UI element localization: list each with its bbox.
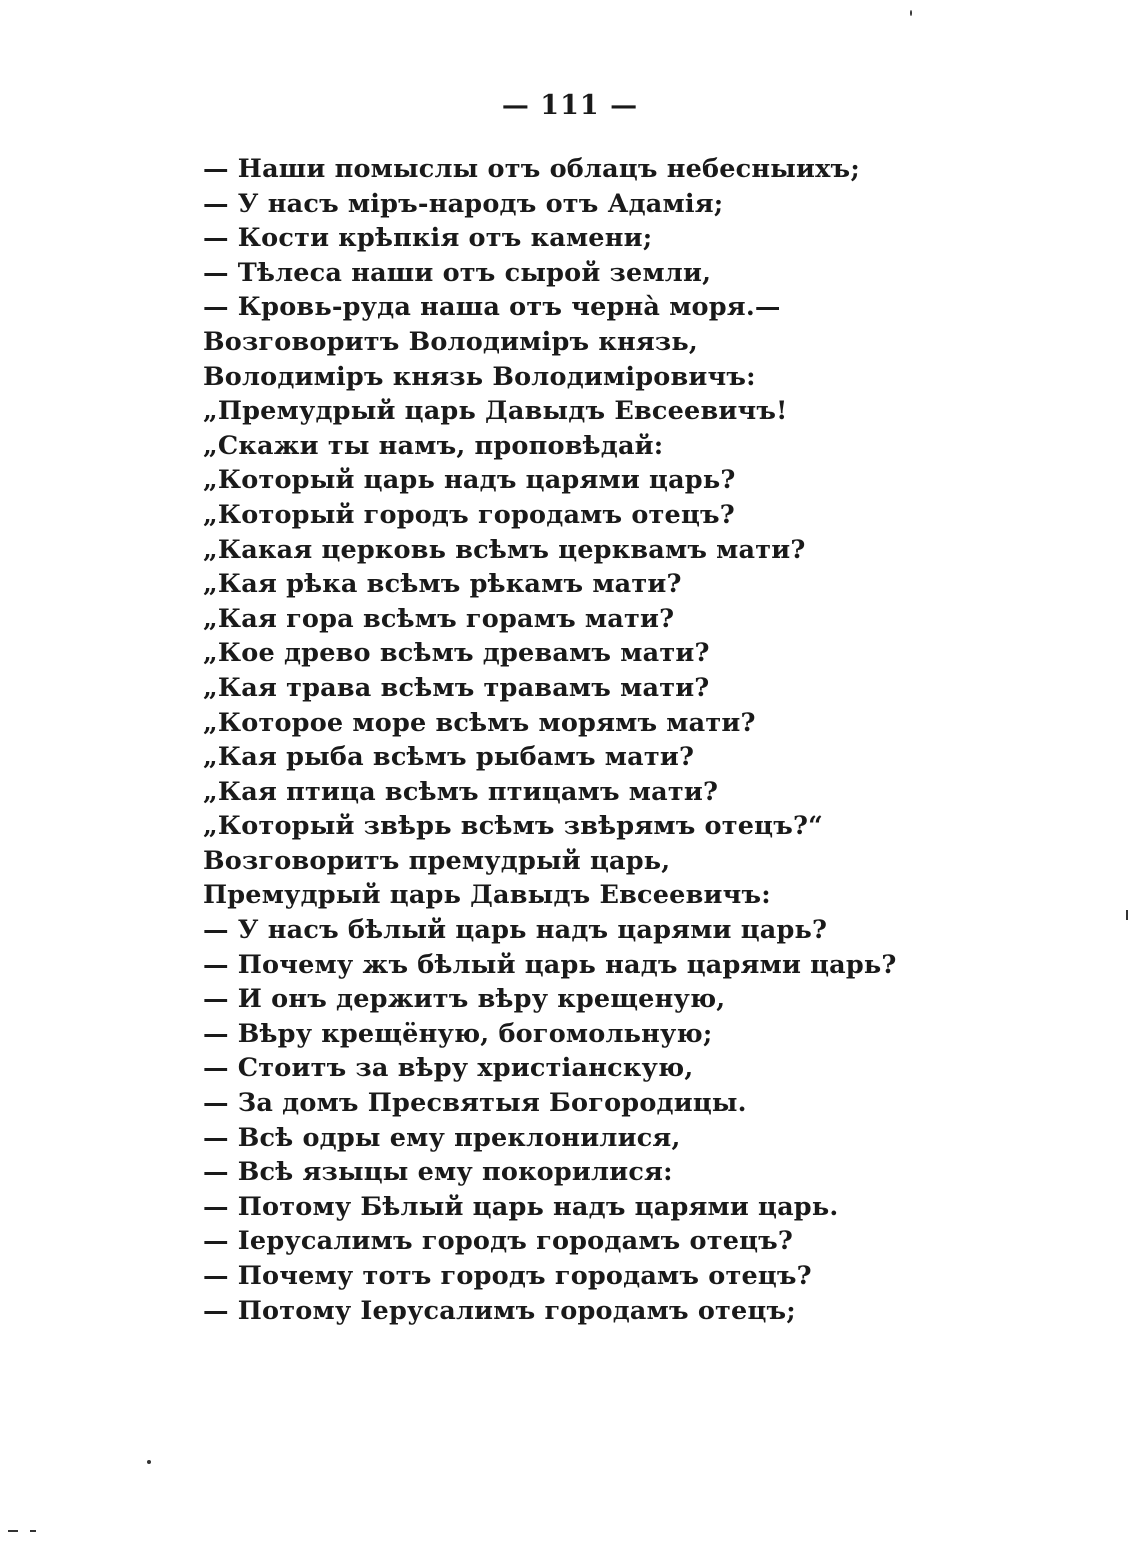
verse-line: „Которое море всѣмъ морямъ мати?	[203, 707, 756, 738]
verse-line: „Кая рыба всѣмъ рыбамъ мати?	[203, 742, 695, 773]
verse-line: „Кая трава всѣмъ травамъ мати?	[203, 672, 710, 703]
verse-line: — Потому Іерусалимъ городамъ отецъ;	[203, 1295, 796, 1326]
scan-speck	[30, 1530, 36, 1532]
verse-line: — Всѣ языцы ему покорилися:	[203, 1157, 673, 1188]
verse-line: — Всѣ одры ему преклонилися,	[203, 1122, 681, 1153]
verse-line: „Который городъ городамъ отецъ?	[203, 499, 735, 530]
verse-line: — Тѣлеса наши отъ сырой земли,	[203, 257, 712, 288]
scan-speck	[147, 1460, 151, 1464]
verse-line: „Премудрый царь Давыдъ Евсеевичъ!	[203, 396, 788, 427]
verse-line: — За домъ Пресвятыя Богородицы.	[203, 1088, 747, 1119]
verse-text	[203, 152, 897, 1328]
verse-line: — И онъ держитъ вѣру крещеную,	[203, 984, 726, 1015]
verse-line: „Который звѣрь всѣмъ звѣрямъ отецъ?“	[203, 811, 823, 842]
verse-line: „Кая гора всѣмъ горамъ мати?	[203, 603, 675, 634]
verse-line: „Кое древо всѣмъ древамъ мати?	[203, 638, 710, 669]
verse-line: Премудрый царь Давыдъ Евсеевичъ:	[203, 880, 771, 911]
verse-line: — У насъ бѣлый царь надъ царями царь?	[203, 915, 828, 946]
verse-line: „Какая церковь всѣмъ церквамъ мати?	[203, 534, 806, 565]
verse-line: — Почему жъ бѣлый царь надъ царями царь?	[203, 949, 897, 980]
verse-line: — У насъ міръ-народъ отъ Адамія;	[203, 188, 724, 219]
verse-line: Володиміръ князь Володиміровичъ:	[203, 361, 756, 392]
verse-line: — Наши помыслы отъ облацъ небесныихъ;	[203, 154, 860, 184]
verse-line: — Потому Бѣлый царь надъ царями царь.	[203, 1191, 839, 1222]
verse-line: — Кости крѣпкія отъ камени;	[203, 223, 653, 254]
verse-line: — Кровь-руда наша отъ черна̀ моря.—	[203, 292, 781, 323]
verse-line: — Вѣру крещёную, богомольную;	[203, 1018, 713, 1049]
verse-line: „Кая рѣка всѣмъ рѣкамъ мати?	[203, 569, 682, 600]
verse-line: — Почему тотъ городъ городамъ отецъ?	[203, 1261, 812, 1291]
verse-line: „Кая птица всѣмъ птицамъ мати?	[203, 776, 719, 807]
verse-line: Возговоритъ Володиміръ князь,	[203, 326, 698, 357]
scan-speck	[1126, 910, 1128, 920]
verse-line: „Который царь надъ царями царь?	[203, 465, 736, 496]
page-number: — 111 —	[501, 90, 639, 121]
verse-line: — Іерусалимъ городъ городамъ отецъ?	[203, 1226, 794, 1257]
scan-speck	[8, 1530, 18, 1532]
verse-line: Возговоритъ премудрый царь,	[203, 845, 671, 876]
scan-speck	[910, 10, 912, 16]
verse-line: — Стоитъ за вѣру христіанскую,	[203, 1053, 694, 1084]
verse-line: „Скажи ты намъ, проповѣдай:	[203, 430, 664, 461]
